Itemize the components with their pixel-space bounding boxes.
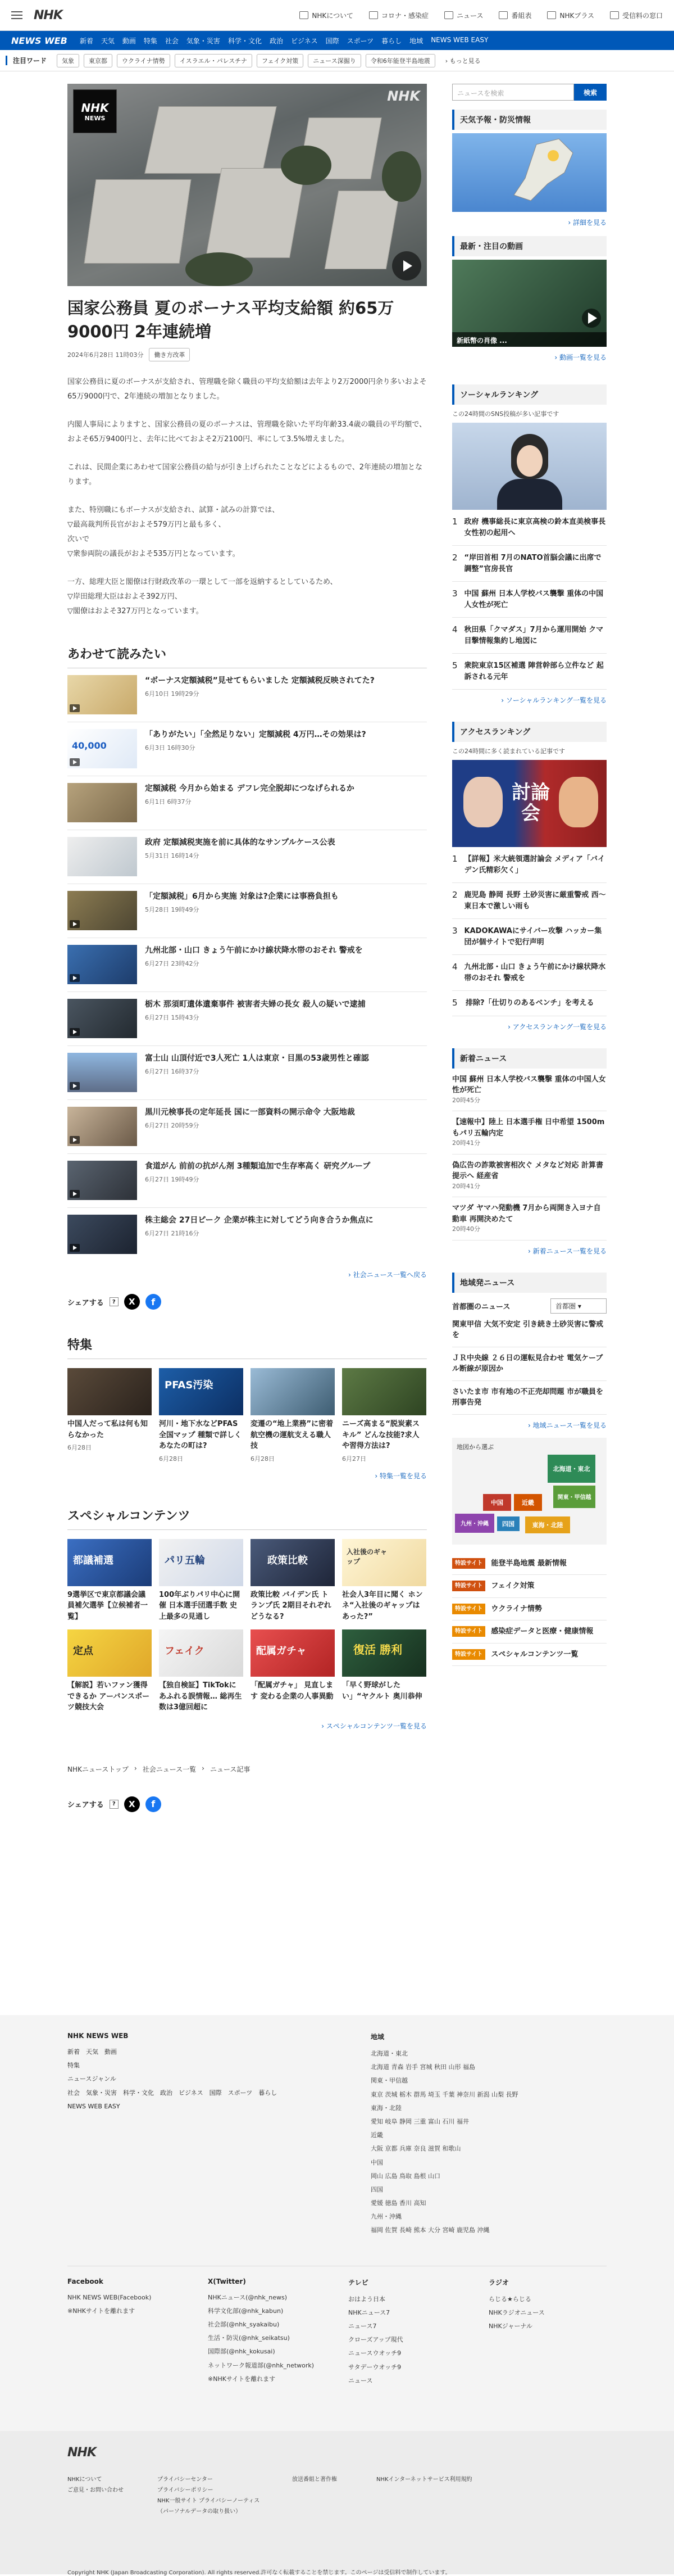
region-tokai[interactable]: 東海・北陸: [525, 1516, 570, 1533]
footer-region-link[interactable]: 愛媛 徳島 香川 高知: [371, 2199, 426, 2207]
share-bar: [67, 1294, 427, 1310]
footer-link[interactable]: 社会 気象・災害 科学・文化 政治 ビジネス 国際 スポーツ 暮らし: [67, 2089, 277, 2097]
map-caption: 地図から選ぶ: [457, 1443, 494, 1451]
keyword-tag[interactable]: フェイク対策: [257, 54, 303, 67]
features-more-link[interactable]: › 特集一覧を見る: [375, 1472, 427, 1480]
new-news-item[interactable]: 【速報中】陸上 日本選手権 日中希望 1500mもパリ五輪内定 20時41分: [452, 1111, 607, 1155]
menu-icon[interactable]: [11, 11, 22, 19]
nav-item[interactable]: 地域: [409, 37, 423, 45]
region-chugoku[interactable]: 中国: [483, 1494, 511, 1511]
new-news-item[interactable]: 中国 蘇州 日本人学校バス襲撃 重体の中国人女性が死亡 20時45分: [452, 1069, 607, 1112]
related-item[interactable]: 政府 定額減税実施を前に具体的なサンプルケース公表 5月31日 16時14分: [67, 830, 427, 884]
special-card[interactable]: 配属ガチャ 「配属ガチャ」 見直します 変わる企業の人事異動: [251, 1629, 335, 1713]
related-item[interactable]: 定額減税 今月から始まる デフレ完全脱却につなげられるか 6月1日 6時37分: [67, 776, 427, 830]
footer-tv-col: テレビ おはよう日本 NHKニュース7 ニュース7 クローズアップ現代 ニュースウオッチ9 サタデーウオッチ9 ニュース: [348, 2278, 403, 2384]
nav-item[interactable]: 政治: [269, 37, 283, 45]
related-heading: あわせて読みたい: [67, 645, 427, 668]
social-rank-item[interactable]: 3 中国 蘇州 日本人学校バス襲撃 重体の中国人女性が死亡: [452, 582, 607, 618]
article-paragraph: 内閣人事局によりますと、国家公務員の夏のボーナスは、管理職を除いた平均年齢33.4歳の職員の平均額で、およそ65万9400円と、去年に比べておよそ2万2100円、率にして3.5%増えました。: [67, 420, 427, 444]
special-card[interactable]: 復活 勝利 「早く野球がしたい」“ヤクルト 奥川恭伸: [342, 1629, 426, 1713]
related-item[interactable]: “ボーナス定額減税”見せてもらいました 定額減税反映されてた? 6月10日 19時29分: [67, 668, 427, 722]
footer-link[interactable]: 国際部(@nhk_kokusai): [208, 2348, 275, 2356]
footer-link[interactable]: ニュースジャンル: [67, 2075, 116, 2083]
nav-item[interactable]: 科学・文化: [227, 37, 262, 45]
nav-item[interactable]: 社会: [165, 37, 179, 45]
local-news-link[interactable]: › 地域ニュース一覧を見る: [527, 1421, 607, 1429]
special-links: [452, 1552, 607, 1667]
footer-link[interactable]: NHKニュース(@nhk_news): [208, 2293, 288, 2301]
local-news-item[interactable]: ＪＲ中央線 ２６日の運転見合わせ 電気ケーブル断線が原因か: [452, 1347, 607, 1381]
related-item[interactable]: 株主総会 27日ピーク 企業が株主に対してどう向き合うか焦点に 6月27日 21時16分: [67, 1208, 427, 1262]
article-paragraph: 一方、総理大臣と閣僚は行財政改革の一環として一部を返納するとしているため、 ▽岸田総理大臣はおよそ392万円、 ▽閣僚はおよそ327万円となっています。: [67, 578, 338, 616]
nav-item[interactable]: スポーツ: [347, 37, 374, 45]
related-list: [67, 668, 427, 1262]
hero-image[interactable]: [67, 84, 427, 286]
footer-region-link[interactable]: 東京 茨城 栃木 群馬 埼玉 千葉 神奈川 新潟 山梨 長野: [371, 2090, 518, 2098]
article-tag[interactable]: 働き方改革: [149, 348, 190, 361]
footer-region-link[interactable]: 北海道 青森 岩手 宮城 秋田 山形 福島: [371, 2063, 475, 2071]
video-thumbnail[interactable]: [452, 260, 607, 347]
feature-card[interactable]: 中国人だって私は何も知らなかった 6月28日: [67, 1368, 152, 1463]
news-icon: [444, 11, 453, 19]
related-item[interactable]: 九州北部・山口 きょう午前にかけ線状降水帯のおそれ 警戒を 6月27日 23時42分: [67, 938, 427, 992]
footer-link[interactable]: NEWS WEB EASY: [67, 2102, 120, 2110]
search-input[interactable]: ニュースを検索: [452, 84, 574, 101]
footer-link[interactable]: 放送番組と著作権: [292, 2477, 337, 2483]
nhk-logo[interactable]: NHK: [34, 8, 62, 22]
footer-link[interactable]: サタデーウオッチ9: [348, 2363, 402, 2371]
region-kyushu[interactable]: 九州・沖縄: [455, 1514, 494, 1533]
special-site-link[interactable]: 特設サイト 感染症データと医療・健康情報: [452, 1620, 607, 1644]
footer-link[interactable]: NHKジャーナル: [489, 2323, 532, 2330]
article-title: 国家公務員 夏のボーナス平均支給額 約65万9000円 2年連続増: [67, 298, 394, 342]
sidebar: [452, 84, 607, 1812]
social-news-back-link[interactable]: › 社会ニュース一覧へ戻る: [348, 1271, 427, 1279]
footer-link[interactable]: 社会部(@nhk_syakaibu): [208, 2321, 280, 2328]
feature-card[interactable]: 変遷の“地上業務”に密着 航空機の運航支える職人技 6月28日: [251, 1368, 335, 1463]
feature-card[interactable]: PFAS汚染 河川・地下水などPFAS全国マップ 種類で詳しく あなたの町は? 6月28日: [159, 1368, 243, 1463]
corona-link[interactable]: コロナ・感染症: [369, 11, 429, 20]
footer-region-link[interactable]: 愛知 岐阜 静岡 三重 富山 石川 福井: [371, 2117, 469, 2125]
nhkplus-link[interactable]: NHKプラス: [547, 11, 594, 20]
fee-link[interactable]: 受信料の窓口: [610, 11, 663, 20]
top-links: [299, 11, 663, 20]
footer-link[interactable]: 科学文化部(@nhk_kabun): [208, 2307, 284, 2315]
social-rank-item[interactable]: 2 “岸田首相 7月のNATO首脳会議に出席で調整”官房長官: [452, 546, 607, 582]
footer-link[interactable]: NHK NEWS WEB(Facebook): [67, 2293, 152, 2301]
video-box: [452, 236, 607, 362]
share-bar-bottom: [67, 1796, 427, 1812]
related-item[interactable]: 40,000 「ありがたい」「全然足りない」定額減税 4万円…その効果は? 6月3日 16時30分: [67, 722, 427, 776]
footer-link[interactable]: ニュース7: [348, 2323, 377, 2330]
access-ranking-sub: この24時間に多く読まれている記事です: [452, 748, 565, 755]
tv-icon: [547, 11, 556, 19]
article-paragraph: これは、民間企業にあわせて国家公務員の給与が引き上げられたことなどによるもので、2年連続の増加となります。: [67, 463, 423, 487]
weather-heading: 天気予報・防災情報: [452, 110, 607, 130]
nav-item[interactable]: 国際: [325, 37, 339, 45]
new-news-box: [452, 1048, 607, 1256]
nav-item[interactable]: 天気: [101, 37, 115, 45]
nav-item-easy[interactable]: NEWS WEB EASY: [431, 35, 489, 44]
footer-link[interactable]: 新着 天気 動画: [67, 2048, 117, 2056]
footer-region-col: 地域 北海道・東北 北海道 青森 岩手 宮城 秋田 山形 福島 関東・甲信越 東京 茨城 栃木 群馬 埼玉 千葉 神奈川 新潟 山梨 長野 東海・北陸 愛知 岐阜 静岡 三重 富山 石川 福井 近畿 大阪 京都 兵庫 奈良 滋賀 和歌山 中国 岡山 広島 鳥取 島根 山口 四国 愛媛 徳島 香川 高知 九州・沖縄 福岡 佐賀 長崎 熊本 大分 宮崎 鹿児島 沖縄: [371, 2033, 518, 2234]
access-rank-item[interactable]: 4 九州北部・山口 きょう午前にかけ線状降水帯のおそれ 警戒を: [452, 955, 607, 991]
new-news-item[interactable]: マツダ ヤマハ発動機 7月から両開き入ヨナ自動車 再開決めたて 20時40分: [452, 1197, 607, 1241]
feature-card[interactable]: ニーズ高まる“脱炭素スキル” どんな技能?求人や習得方法は? 6月27日: [342, 1368, 426, 1463]
nav-item[interactable]: 特集: [143, 37, 157, 45]
nav-item[interactable]: 暮らし: [381, 37, 402, 45]
share-label: シェアする: [67, 1298, 104, 1307]
social-ranking-sub: この24時間のSNS投稿が多い記事です: [452, 410, 559, 418]
special-card[interactable]: 入社後のギャップ 社会人3年目に聞く ホンネ“入社後のギャップはあった?”: [342, 1539, 426, 1623]
local-news-box: [452, 1273, 607, 1545]
article-date: 2024年6月28日 11時03分: [67, 351, 144, 359]
main-column: [67, 84, 427, 1812]
breadcrumb: NHKニューストップ › 社会ニュース一覧 › ニュース記事: [67, 1764, 251, 1773]
footer-link[interactable]: 特集: [67, 2062, 80, 2070]
search-box: [452, 84, 607, 101]
footer-region-link[interactable]: 福岡 佐賀 長崎 熊本 大分 宮崎 鹿児島 沖縄: [371, 2226, 490, 2234]
weather-box: [452, 110, 607, 227]
footer-link[interactable]: プライバシーセンター: [157, 2477, 213, 2483]
video-caption: 新紙幣の肖像 ...: [452, 332, 607, 347]
social-rank-item[interactable]: 4 秋田県「クマダス」7月から運用開始 クマ目撃情報集約し地図に: [452, 618, 607, 654]
special-site-link[interactable]: 特設サイト フェイク対策: [452, 1575, 607, 1598]
nav-item[interactable]: 動画: [122, 37, 136, 45]
social-ranking-link[interactable]: › ソーシャルランキング一覧を見る: [501, 696, 607, 704]
keyword-tag[interactable]: 令和6年能登半島地震: [366, 54, 435, 67]
copyright: Copyright NHK (Japan Broadcasting Corporation). All rights reserved.許可なく転載することを禁じます。このページは受信料で制作しています。: [67, 2570, 451, 2576]
nhk-watermark: NHK: [387, 88, 420, 104]
related-item[interactable]: 「定額減税」6月から実施 対象は?企業には事務負担も 5月28日 19時49分: [67, 884, 427, 938]
footer-twitter-col: X(Twitter) NHKニュース(@nhk_news) 科学文化部(@nhk_kabun) 社会部(@nhk_syakaibu) 生活・防災(@nhk_seikatsu) 国際部(@nhk_kokusai) ネットワーク報道部(@nhk_network) ※NHKサイトを離れます: [208, 2277, 315, 2383]
nav-item[interactable]: ビジネス: [290, 37, 318, 45]
special-card[interactable]: 都議補選 9選挙区で東京都議会議員補欠選挙【立候補者一覧】: [67, 1539, 152, 1623]
corona-icon: [369, 11, 378, 19]
region-kanto[interactable]: 関東・甲信越: [553, 1486, 595, 1508]
special-card[interactable]: パリ五輪 100年ぶりパリ中心に開催 日本選手団選手数 史上最多の見通し: [159, 1539, 243, 1623]
article-paragraph: 国家公務員に夏のボーナスが支給され、管理職を除く職員の平均支給額は去年より2万2000円余り多いおよそ65万9000円で、2年連続の増加となりました。: [67, 378, 427, 401]
new-news-heading: 新着ニュース: [452, 1048, 607, 1069]
keyword-tag[interactable]: ニュース深掘り: [308, 54, 361, 67]
x-share-icon[interactable]: X: [124, 1294, 140, 1310]
keyword-tag[interactable]: 気象: [57, 54, 79, 67]
special-site-link[interactable]: 特設サイト 能登半島地震 最新情報: [452, 1552, 607, 1576]
features-heading: 特集: [67, 1335, 427, 1359]
breadcrumb-item[interactable]: NHKニューストップ: [67, 1765, 129, 1773]
region-map[interactable]: [452, 1438, 607, 1545]
footer-link[interactable]: NHKについて: [67, 2477, 102, 2483]
access-ranking-photo[interactable]: 討論会: [452, 760, 607, 847]
footer-region-link[interactable]: 岡山 広島 鳥取 島根 山口: [371, 2172, 440, 2180]
related-item[interactable]: 食道がん 前前の抗がん剤 3種類追加で生存率高く 研究グループ 6月27日 19時49分: [67, 1154, 427, 1208]
keyword-tag[interactable]: ウクライナ情勢: [117, 54, 170, 67]
related-item[interactable]: 黒川元検事長の定年延長 国に一部資料の開示命令 大阪地裁 6月27日 20時59分: [67, 1100, 427, 1154]
social-ranking-box: [452, 384, 607, 705]
access-rank-item[interactable]: 5 排除?「仕切りのあるベンチ」を考える: [452, 991, 607, 1016]
keyword-tag[interactable]: 東京都: [84, 54, 112, 67]
keyword-tag[interactable]: イスラエル・パレスチナ: [175, 54, 252, 67]
x-share-icon[interactable]: X: [124, 1796, 140, 1812]
special-more-link[interactable]: › スペシャルコンテンツ一覧を見る: [321, 1722, 427, 1730]
share-square-icon[interactable]: ?: [110, 1297, 119, 1306]
social-rank-item[interactable]: 5 衆院東京15区補選 陣営幹部ら立件など 起訴される元年: [452, 654, 607, 690]
calendar-icon: [499, 11, 508, 19]
footer-link[interactable]: おはよう日本: [348, 2295, 385, 2303]
footer-link[interactable]: NHKラジオニュース: [489, 2308, 545, 2316]
region-hokkaido-tohoku[interactable]: 北海道・東北: [548, 1455, 595, 1483]
region-select[interactable]: 首都圏 ▾: [550, 1298, 607, 1314]
facebook-share-icon[interactable]: f: [145, 1294, 161, 1310]
share-square-icon[interactable]: ?: [110, 1800, 119, 1809]
footer-nhk-logo[interactable]: NHK: [67, 2446, 96, 2460]
about-icon: [299, 11, 308, 19]
social-rank-item[interactable]: 1 政府 機事総長に東京高検の鈴本直美検事長 女性初の起用へ: [452, 510, 607, 546]
news-web-brand[interactable]: NEWS WEB: [11, 35, 67, 46]
footer-link[interactable]: NHKニュース7: [348, 2308, 390, 2316]
access-rank-item[interactable]: 1 【詳報】米大統領選討論会 メディア「バイデン氏精彩欠く」: [452, 847, 607, 883]
footer-link[interactable]: NHK一般サイト プライバシーノーティス（パーソナルデータの取り扱い）: [157, 2498, 260, 2515]
local-news-item[interactable]: 関東甲信 大気不安定 引き続き土砂災害に警戒を: [452, 1314, 607, 1347]
news-link[interactable]: ニュース: [444, 11, 483, 20]
local-news-item[interactable]: さいたま市 市有地の不正売却問題 市が職員を刑事告発: [452, 1381, 607, 1415]
footer-region-link[interactable]: 大阪 京都 兵庫 奈良 滋賀 和歌山: [371, 2145, 461, 2153]
footer-link[interactable]: ニュース: [348, 2376, 373, 2384]
special-heading: スペシャルコンテンツ: [67, 1506, 427, 1530]
footer-link[interactable]: ご意見・お問い合わせ: [67, 2487, 124, 2493]
footer-link[interactable]: プライバシーポリシー: [157, 2487, 213, 2493]
nhk-news-badge: NHK NEWS: [73, 89, 117, 133]
footer: [0, 2015, 674, 2574]
related-item[interactable]: 栃木 那須町遺体遺棄事件 被害者夫婦の長女 殺人の疑いで逮捕 6月27日 15時43分: [67, 992, 427, 1046]
special-grid: [67, 1539, 427, 1713]
features-grid: [67, 1368, 427, 1463]
social-ranking-heading: ソーシャルランキング: [452, 384, 607, 405]
top-header: [0, 0, 674, 31]
footer-facebook-col: Facebook NHK NEWS WEB(Facebook) ※NHKサイトを離れます: [67, 2277, 152, 2315]
region-kinki[interactable]: 近畿: [514, 1494, 542, 1511]
keyword-label: 注目ワード: [6, 56, 47, 65]
about-link[interactable]: NHKについて: [299, 11, 353, 20]
breadcrumb-item: ニュース記事: [210, 1765, 251, 1773]
play-video-icon[interactable]: [392, 251, 421, 280]
special-card[interactable]: 政策比較 政策比較 バイデン氏 トランプ氏 2期目それぞれどうなる?: [251, 1539, 335, 1623]
footer-link[interactable]: ネットワーク報道部(@nhk_network): [208, 2361, 315, 2369]
local-news-heading: 地域発ニュース: [452, 1273, 607, 1293]
window-icon: [610, 11, 619, 19]
access-rank-item[interactable]: 3 KADOKAWAにサイバー攻撃 ハッカー集団が個サイトで犯行声明: [452, 919, 607, 955]
access-rank-item[interactable]: 2 鹿児島 静岡 長野 土砂災害に厳重警戒 西〜東日本で激しい雨も: [452, 883, 607, 919]
footer-link[interactable]: ニュースウオッチ9: [348, 2349, 402, 2357]
new-news-item[interactable]: 偽広告の詐欺被害相次ぐ メタなど対応 計算書提示へ 経産省 20時41分: [452, 1155, 607, 1198]
video-list-link[interactable]: › 動画一覧を見る: [554, 354, 607, 361]
related-item[interactable]: 富士山 山頂付近で3人死亡 1人は東京・目黒の53歳男性と確認 6月27日 16時37分: [67, 1046, 427, 1100]
weather-map[interactable]: [452, 133, 607, 212]
facebook-share-icon[interactable]: f: [145, 1796, 161, 1812]
footer-radio-col: ラジオ らじる★らじる NHKラジオニュース NHKジャーナル: [489, 2278, 545, 2330]
article-body: [67, 375, 427, 619]
footer-link[interactable]: クローズアップ現代: [348, 2336, 403, 2344]
footer-link[interactable]: らじる★らじる: [489, 2295, 531, 2303]
access-ranking-link[interactable]: › アクセスランキング一覧を見る: [508, 1022, 607, 1031]
play-icon[interactable]: [582, 309, 601, 328]
weather-detail-link[interactable]: › 詳細を見る: [568, 219, 607, 227]
special-site-link[interactable]: 特設サイト スペシャルコンテンツ一覧: [452, 1644, 607, 1667]
breadcrumb-item[interactable]: 社会ニュース一覧: [142, 1765, 197, 1773]
nav-item[interactable]: 新着: [79, 37, 93, 45]
main-nav: [0, 31, 674, 50]
share-label: シェアする: [67, 1801, 104, 1810]
search-button[interactable]: 検索: [574, 84, 607, 101]
footer-news-col: NHK NEWS WEB 新着 天気 動画 特集 ニュースジャンル 社会 気象・災害 科学・文化 政治 ビジネス 国際 スポーツ 暮らし NEWS WEB EASY: [67, 2032, 337, 2238]
special-site-link[interactable]: 特設サイト ウクライナ情勢: [452, 1598, 607, 1621]
region-shikoku[interactable]: 四国: [497, 1516, 520, 1531]
footer-link[interactable]: 生活・防災(@nhk_seikatsu): [208, 2334, 290, 2342]
video-heading: 最新・注目の動画: [452, 236, 607, 256]
region-news-label: 首都圏のニュース: [452, 1302, 511, 1311]
footer-link[interactable]: NHKインターネットサービス利用規約: [376, 2477, 472, 2483]
access-ranking-box: [452, 722, 607, 1031]
article-paragraph: また、特別職にもボーナスが支給され、試算・試みの計算では、 ▽最高裁判所長官がおよそ579万円と最も多く、 次いで ▽衆参両院の議長がおよそ535万円となっています。: [67, 506, 280, 559]
access-ranking-heading: アクセスランキング: [452, 722, 607, 742]
nav-item[interactable]: 気象・災害: [186, 37, 220, 45]
special-card[interactable]: 定点 【解説】若いファン獲得できるか アーバンスポーツ競技大会: [67, 1629, 152, 1713]
keyword-bar: [0, 50, 674, 71]
keyword-more[interactable]: › もっと見る: [445, 57, 481, 65]
ranking-photo[interactable]: [452, 423, 607, 510]
new-news-link[interactable]: › 新着ニュース一覧を見る: [527, 1247, 607, 1255]
special-card[interactable]: フェイク 【独自検証】TikTokにあふれる誤情報… 総再生数は3億回超に: [159, 1629, 243, 1713]
program-link[interactable]: 番組表: [499, 11, 531, 20]
